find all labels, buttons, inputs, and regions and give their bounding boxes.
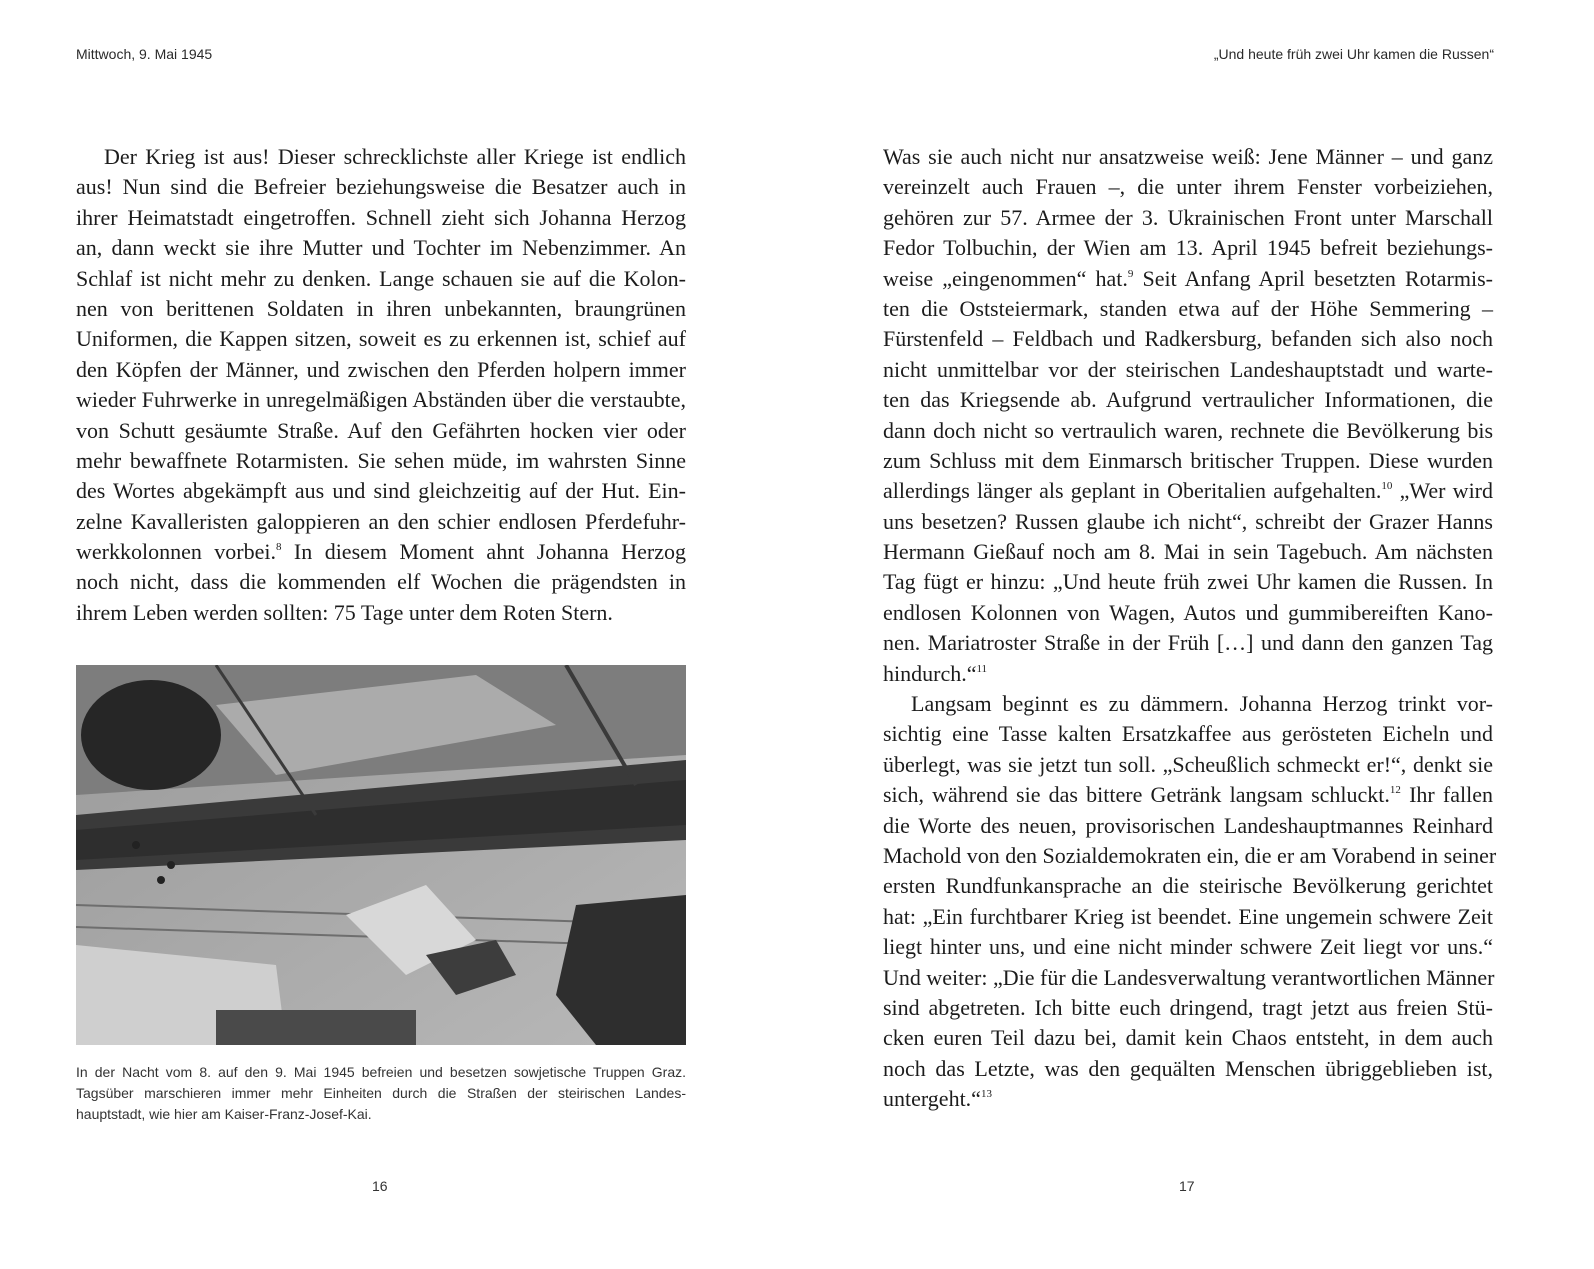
text-line-continuation: „Wer wird (1392, 478, 1494, 504)
text-line (883, 233, 1493, 263)
text-line (76, 294, 686, 324)
text-line-content: sichtig eine Tasse kalten Ersatzkaffee aus gerösteten Eicheln und (883, 721, 1493, 747)
page-number-right: 17 (1179, 1178, 1195, 1194)
text-line-content: Fürstenfeld – Feldbach und Radkersburg, befanden sich also noch (883, 326, 1493, 352)
text-line-content: ten das Kriegsende ab. Aufgrund vertraulicher Informationen, die (883, 387, 1493, 413)
figure-photo (76, 665, 686, 1045)
text-line (883, 537, 1493, 567)
running-head-left: Mittwoch, 9. Mai 1945 (76, 46, 213, 62)
caption-line: hauptstadt, wie hier am Kaiser-Franz-Josef-Kai. (76, 1106, 372, 1122)
text-line (76, 476, 686, 506)
text-line (883, 1054, 1493, 1084)
text-line (76, 598, 686, 628)
text-line (883, 385, 1493, 415)
text-line-content: uns besetzen? Russen glaube ich nicht“, schreibt der Grazer Hanns (883, 508, 1493, 534)
text-line (883, 507, 1493, 537)
figure-caption (76, 1062, 686, 1125)
text-line (883, 689, 1493, 719)
text-line (883, 203, 1493, 233)
text-line-content: ihrer Heimatstadt eingetroffen. Schnell zieht sich Johanna Herzog (76, 204, 686, 230)
page-number-left: 16 (372, 1178, 388, 1194)
text-line-content: dann doch nicht so vertraulich waren, rechnete die Bevölkerung bis (883, 417, 1493, 443)
text-line (883, 1023, 1493, 1053)
running-head-right: „Und heute früh zwei Uhr kamen die Russen“ (1213, 46, 1494, 62)
text-line (883, 416, 1493, 446)
text-line-content: hindurch.“ (883, 660, 977, 686)
text-line (76, 264, 686, 294)
text-line (76, 203, 686, 233)
text-line-content: noch das Letzte, was den gequälten Menschen übriggeblieben ist, (883, 1055, 1493, 1081)
text-line (883, 598, 1493, 628)
text-line-content: Uniformen, die Kappen sitzen, soweit es zu erkennen ist, schief auf (76, 326, 686, 352)
text-line-content: Tag fügt er hinzu: „Und heute früh zwei Uhr kamen die Russen. In (883, 569, 1493, 595)
caption-line: Tagsüber marschieren immer mehr Einheiten durch die Straßen der steirischen Landes- (76, 1085, 686, 1101)
text-line-content: die Worte des neuen, provisorischen Landeshauptmannes Reinhard (883, 812, 1493, 838)
text-line-content: Was sie auch nicht nur ansatzweise weiß: Jene Männer – und ganz (883, 144, 1493, 169)
text-line (883, 294, 1493, 324)
text-line-content: des Wortes abgekämpft aus und sind gleichzeitig auf der Hut. Ein- (76, 478, 686, 504)
text-line-content: wieder Fuhrwerke in unregelmäßigen Abständen über die verstaubte, (76, 387, 686, 413)
text-line-content: hat: „Ein furchtbarer Krieg ist beendet. Eine ungemein schwere Zeit (883, 903, 1493, 929)
photo-rubble (216, 1010, 416, 1045)
text-line-content: aus! Nun sind die Befreier beziehungsweise die Besatzer auch in (76, 174, 686, 200)
text-line-content: zelne Kavalleristen galoppieren an den schier endlosen Pferdefuhr- (76, 508, 686, 534)
photo-image (76, 665, 686, 1045)
text-line-content: an, dann weckt sie ihre Mutter und Tochter im Nebenzimmer. An (76, 235, 686, 261)
text-line-continuation: Seit Anfang April besetzten Rotarmis- (1133, 265, 1493, 291)
footnote-marker[interactable]: 12 (1389, 784, 1401, 797)
text-line-content: nen von berittenen Soldaten in ihren unbekannten, braungrünen (76, 295, 686, 321)
text-line (883, 567, 1493, 597)
text-line-content: den Köpfen der Männer, und zwischen den Pferden holpern immer (76, 356, 686, 382)
body-text-left (76, 142, 686, 628)
photo-figure (132, 841, 140, 849)
text-line (76, 416, 686, 446)
text-line-content: Hermann Gießauf noch am 8. Mai in sein Tagebuch. Am nächsten (883, 539, 1493, 565)
text-line (883, 476, 1493, 506)
text-line-content: ihrem Leben werden sollten: 75 Tage unter dem Roten Stern. (76, 599, 613, 625)
text-line (76, 355, 686, 385)
text-line-content: endlosen Kolonnen von Wagen, Autos und gummibereiften Kano- (883, 599, 1493, 625)
text-line (883, 871, 1493, 901)
text-line (76, 537, 686, 567)
text-line-content: untergeht.“ (883, 1086, 981, 1112)
text-line-content: ersten Rundfunkansprache an die steirische Bevölkerung gerichtet (883, 873, 1493, 899)
text-line (883, 993, 1493, 1023)
footnote-marker[interactable]: 9 (1127, 267, 1134, 280)
text-line-content: Und weiter: „Die für die Landesverwaltung verantwortlichen Männer (883, 964, 1495, 990)
text-line (76, 324, 686, 354)
body-text-right (883, 142, 1497, 1115)
text-line-content: Langsam beginnt es zu dämmern. Johanna Herzog trinkt vor- (911, 691, 1493, 717)
text-line-continuation: In diesem Moment ahnt Johanna Herzog (281, 539, 687, 565)
text-line-content: mehr bewaffnete Rotarmisten. Sie sehen müde, im wahrsten Sinne (76, 447, 686, 473)
photo-tree (81, 680, 221, 790)
text-line-content: allerdings länger als geplant in Oberitalien aufgehalten. (883, 478, 1382, 504)
text-line-content: Der Krieg ist aus! Dieser schrecklichste aller Kriege ist endlich (104, 144, 686, 169)
text-line-content: liegt hinter uns, und eine nicht minder schwere Zeit liegt vor uns.“ (883, 934, 1493, 960)
text-line (883, 719, 1493, 749)
text-line-content: gehören zur 57. Armee der 3. Ukrainischen Front unter Marschall (883, 204, 1493, 230)
photo-figure (167, 861, 175, 869)
text-line (883, 324, 1493, 354)
text-line-content: noch nicht, dass die kommenden elf Wochen die prägendsten in (76, 569, 686, 595)
text-line (883, 142, 1493, 172)
text-line (883, 264, 1493, 294)
text-line (883, 355, 1493, 385)
text-line (76, 233, 686, 263)
text-line-content: Fedor Tolbuchin, der Wien am 13. April 1945 befreit beziehungs- (883, 235, 1493, 261)
footnote-marker[interactable]: 8 (276, 541, 282, 554)
text-line (883, 811, 1493, 841)
text-line-content: zum Schluss mit dem Einmarsch britischer Truppen. Diese wurden (883, 447, 1493, 473)
text-line (76, 172, 686, 202)
text-line (883, 963, 1493, 993)
text-line (883, 659, 1493, 689)
caption-line: In der Nacht vom 8. auf den 9. Mai 1945 befreien und besetzen sowjetische Truppen Graz. (76, 1064, 686, 1080)
text-line-content: sind abgetreten. Ich bitte euch dringend, tragt jetzt aus freien Stü- (883, 994, 1493, 1020)
text-line (883, 902, 1493, 932)
footnote-marker[interactable]: 10 (1381, 480, 1393, 493)
text-line-content: vereinzelt auch Frauen –, die unter ihrem Fenster vorbeiziehen, (883, 174, 1493, 200)
text-line (883, 750, 1493, 780)
text-line (76, 446, 686, 476)
text-line-content: ten die Oststeiermark, standen etwa auf der Höhe Semmering – (883, 295, 1493, 321)
text-line (883, 172, 1493, 202)
text-line-content: nen. Mariatroster Straße in der Früh […] und dann den ganzen Tag (883, 630, 1493, 656)
text-line-content: Machold von den Sozialdemokraten ein, die er am Vorabend in seiner (883, 842, 1497, 868)
right-page (797, 0, 1594, 1269)
text-line-content: überlegt, was sie jetzt tun soll. „Scheußlich schmeckt er!“, denkt sie (883, 751, 1493, 777)
text-line (76, 385, 686, 415)
photo-figure (157, 876, 165, 884)
text-line (883, 932, 1493, 962)
text-line (76, 567, 686, 597)
text-line (883, 780, 1493, 810)
text-line-content: cken euren Teil dazu bei, damit kein Chaos entsteht, in dem auch (883, 1025, 1493, 1051)
footnote-marker[interactable]: 13 (980, 1088, 992, 1101)
text-line (883, 446, 1493, 476)
text-line-content: Schlaf ist nicht mehr zu denken. Lange schauen sie auf die Kolon- (76, 265, 686, 291)
text-line (883, 1084, 1493, 1114)
text-line (883, 628, 1493, 658)
text-line-content: von Schutt gesäumte Straße. Auf den Gefährten hocken vier oder (76, 417, 686, 443)
text-line-content: sich, während sie das bittere Getränk langsam schluckt. (883, 782, 1390, 808)
text-line (883, 841, 1497, 871)
text-line-content: werkkolonnen vorbei. (76, 539, 276, 565)
footnote-marker[interactable]: 11 (976, 662, 988, 675)
text-line-continuation: Ihr fallen (1400, 782, 1494, 808)
text-line-content: weise „eingenommen“ hat. (883, 265, 1128, 291)
text-line (76, 142, 686, 172)
text-line (76, 507, 686, 537)
text-line-content: nicht unmittelbar vor der steirischen Landeshauptstadt und warte- (883, 356, 1493, 382)
